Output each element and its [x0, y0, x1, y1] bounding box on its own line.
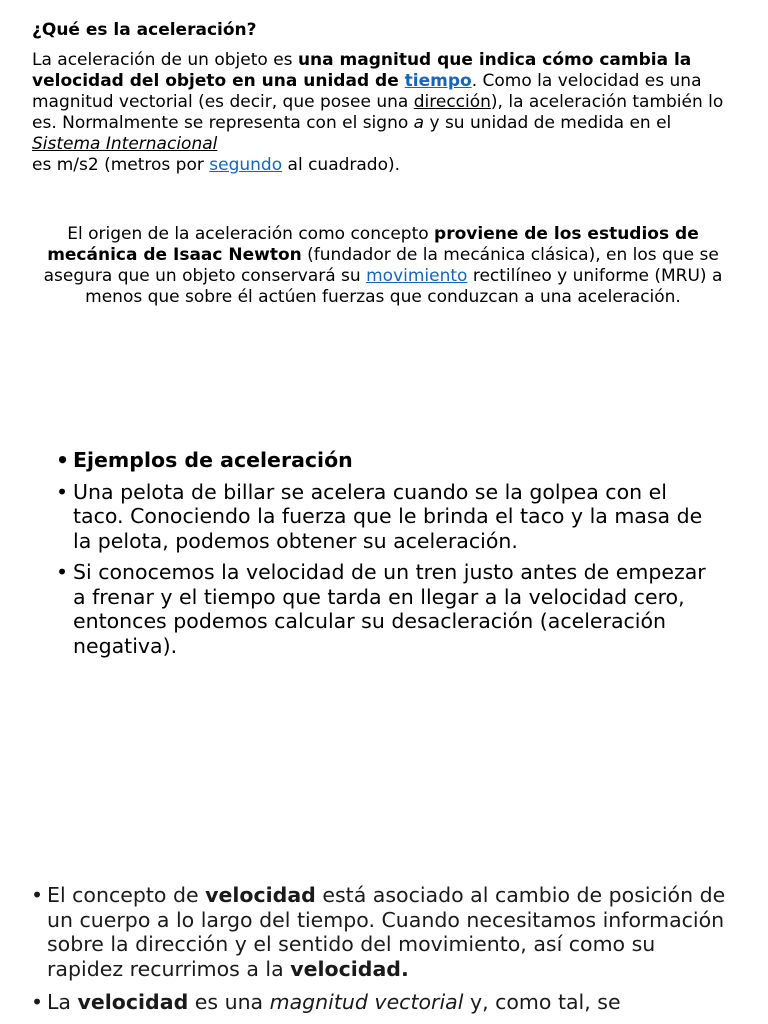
para1-text-1: La aceleración de un objeto es: [32, 50, 298, 70]
velocity-item1-text-1: El concepto de: [47, 883, 206, 907]
velocity-item2-text-2: es una: [188, 990, 270, 1014]
movimiento-link[interactable]: movimiento: [366, 266, 468, 286]
velocity-item-concept: [30, 883, 730, 981]
velocity-list: [30, 883, 730, 1024]
acceleration-origin-paragraph: [22, 224, 744, 308]
example-item-billiard: • Una pelota de billar se acelera cuando se la golpea con el taco. Conociendo la fuerza que le brinda el taco y la masa de la pelota, podemos obtener su aceleración.: [54, 480, 714, 554]
para1-bold-1: una magnitud que indica cómo cambia la velocidad del objeto en una unidad de: [32, 50, 692, 91]
para1-text-3: ), la aceleración también lo es. Normalmente se representa con el signo: [32, 92, 724, 133]
acceleration-definition-paragraph: [32, 50, 742, 176]
para1-text-4: y su unidad de medida en el: [424, 113, 672, 133]
velocity-item2-bold-1: velocidad: [77, 990, 189, 1014]
velocity-item1-bold-1: velocidad: [205, 883, 316, 907]
para1-text-5: es m/s2 (metros por: [32, 155, 210, 175]
velocity-item1-bold-2: velocidad.: [290, 956, 409, 981]
segundo-link[interactable]: segundo: [209, 155, 283, 175]
velocity-item2-text-3: y, como tal, se: [463, 990, 621, 1014]
examples-list: [54, 448, 714, 665]
direccion-underlined-text: dirección: [413, 92, 491, 112]
velocity-item2-italic-1: magnitud vectorial: [269, 990, 464, 1014]
para1-text-2: . Como la velocidad es una magnitud vectorial (es decir, que posee una: [32, 71, 702, 112]
para2-text-3: rectilíneo y uniforme (MRU) a menos que sobre él actúen fuerzas que conduzcan a una aceleración.: [85, 266, 723, 307]
para2-text-2: (fundador de la mecánica clásica), en los que se asegura que un objeto conservará su: [43, 245, 719, 286]
para1-italic-a: a: [413, 113, 425, 133]
examples-title: • Ejemplos de aceleración: [54, 448, 714, 473]
page-heading: ¿Qué es la aceleración?: [32, 20, 257, 40]
sistema-internacional-text: Sistema Internacional: [32, 134, 218, 154]
para1-text-6: al cuadrado).: [282, 155, 401, 175]
velocity-item2-text-1: La: [47, 990, 78, 1014]
velocity-item-vector: [30, 990, 730, 1015]
velocity-item1-text-2: está asociado al cambio de posición de un cuerpo a lo largo del tiempo. Cuando necesitamos información sobre la dirección y el sentido del movimiento, así como su rapidez recurrimos a la: [47, 883, 726, 981]
example-item-train: • Si conocemos la velocidad de un tren justo antes de empezar a frenar y el tiempo que tarda en llegar a la velocidad cero, entonces podemos calcular su desacleración (aceleración negativa).: [54, 560, 714, 658]
para2-bold-1: proviene de los estudios de mecánica de Isaac Newton: [47, 224, 699, 265]
para2-text-1: El origen de la aceleración como concepto: [67, 224, 435, 244]
tiempo-link[interactable]: tiempo: [404, 71, 472, 91]
